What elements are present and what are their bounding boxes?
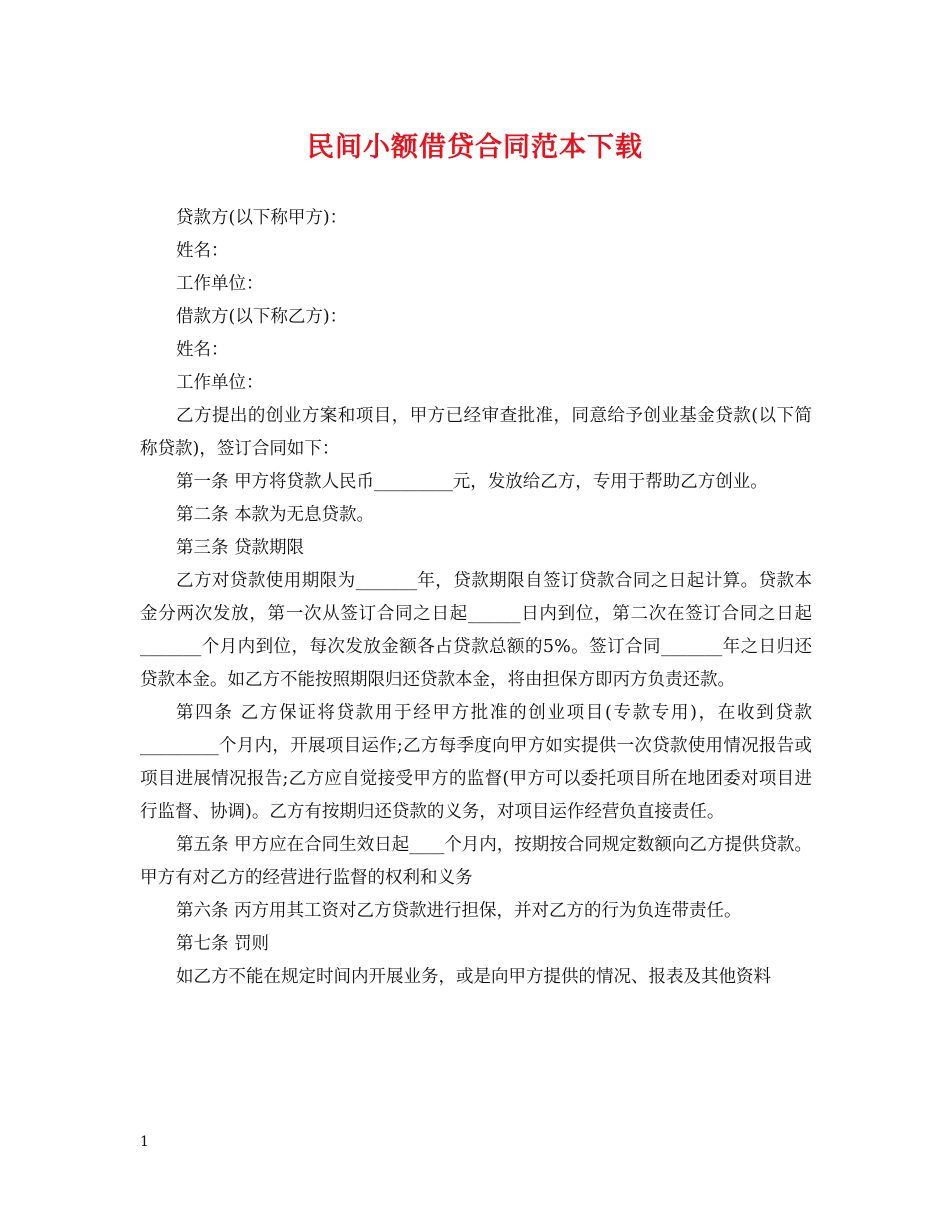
paragraph-article-7-heading: 第七条 罚则 <box>176 934 270 954</box>
document-body <box>140 202 812 994</box>
paragraph-preamble: 乙方提出的创业方案和项目，甲方已经审查批准，同意给予创业基金贷款(以下简称贷款)，签订合同如下： <box>140 406 812 459</box>
paragraph-article-2: 第二条 本款为无息贷款。 <box>176 505 375 525</box>
document-title: 民间小额借贷合同范本下载 <box>307 132 643 163</box>
paragraph-lender: 贷款方(以下称甲方)： <box>176 208 348 228</box>
paragraph-lender-name: 姓名： <box>176 241 229 261</box>
paragraph-article-6: 第六条 丙方用其工资对乙方贷款进行担保，并对乙方的行为负连带责任。 <box>176 901 742 921</box>
paragraph-article-3-heading: 第三条 贷款期限 <box>176 538 305 558</box>
paragraph-borrower-workplace: 工作单位： <box>176 373 264 393</box>
paragraph-article-5: 第五条 甲方应在合同生效日起____个月内，按期按合同规定数额向乙方提供贷款。甲方有对乙方的经营进行监督的权利和义务 <box>140 835 812 888</box>
paragraph-article-1: 第一条 甲方将贷款人民币_________元，发放给乙方，专用于帮助乙方创业。 <box>176 472 768 492</box>
paragraph-borrower-name: 姓名： <box>176 340 229 360</box>
paragraph-lender-workplace: 工作单位： <box>176 274 264 294</box>
paragraph-borrower: 借款方(以下称乙方)： <box>176 307 348 327</box>
page-number: 1 <box>140 1134 149 1150</box>
paragraph-article-7-body: 如乙方不能在规定时间内开展业务，或是向甲方提供的情况、报表及其他资料 <box>176 967 771 987</box>
paragraph-article-3-body: 乙方对贷款使用期限为_______年，贷款期限自签订贷款合同之日起计算。贷款本金分两次发放，第一次从签订合同之日起______日内到位，第二次在签订合同之日起_______个月内到位，每次发放金额各占贷款总额的5%。签订合同_______年之日归还贷款本金。如乙方不能按照期限归还贷款本金，将由担保方即丙方负责还款。 <box>140 571 812 690</box>
paragraph-article-4: 第四条 乙方保证将贷款用于经甲方批准的创业项目(专款专用)，在收到贷款_________个月内，开展项目运作;乙方每季度向甲方如实提供一次贷款使用情况报告或项目进展情况报告;乙方应自觉接受甲方的监督(甲方可以委托项目所在地团委对项目进行监督、协调)。乙方有按期归还贷款的义务，对项目运作经营负直接责任。 <box>140 703 812 822</box>
